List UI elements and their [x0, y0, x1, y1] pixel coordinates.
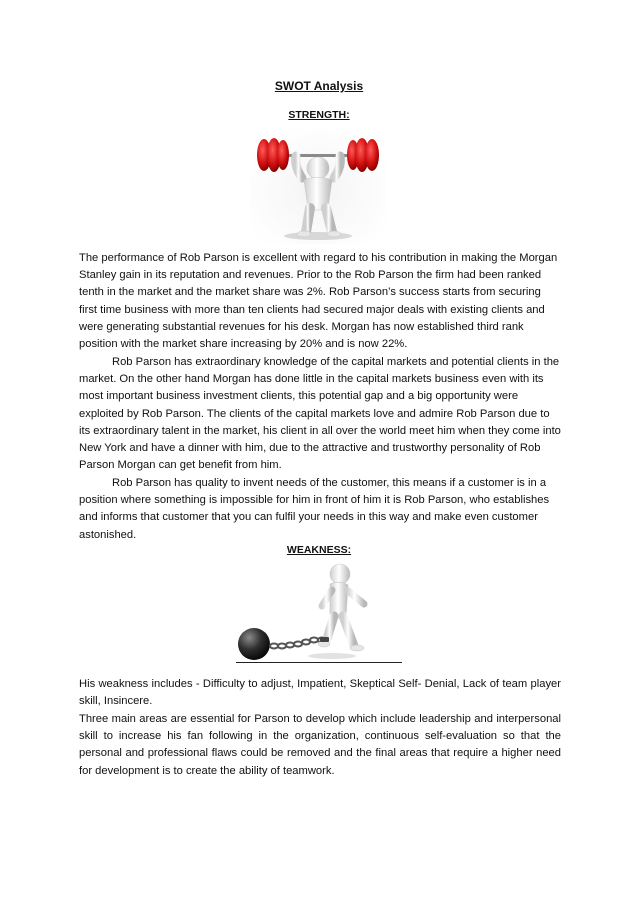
ball-and-chain-figure-icon: [232, 560, 384, 664]
strength-paragraph-1: The performance of Rob Parson is excellent with regard to his contribution in making the Morgan Stanley gain in its reputation and revenues. Prior to the Rob Parson the firm had been ranked tenth in the market and the market share was 2%. Rob Parson’s success starts from securing first time business with more than ten clients had secured major deals with existing clients and were generating substantial revenues for his desk. Morgan has now established third rank position with the market share increasing by 20% and is now 22%.: [79, 252, 558, 351]
weakness-paragraph-1: His weakness includes - Difficulty to adjust, Impatient, Skeptical Self- Denial, Lack of team player skill, Insincere.: [79, 678, 561, 708]
weightlifter-figure-icon: [250, 128, 386, 244]
weakness-paragraph-2: Three main areas are essential for Parson to develop which include leadership and interpersonal skill to increase his fan following in the organization, continuous self-evaluation so that the personal and professional flaws could be removed and the final areas that require a higher need for development is to create the ability of teamwork.: [79, 713, 561, 777]
weakness-heading: WEAKNESS:: [286, 544, 352, 556]
image-underline-divider: [236, 662, 402, 663]
page-title: SWOT Analysis: [274, 79, 364, 93]
strength-paragraph-2: Rob Parson has extraordinary knowledge of the capital markets and potential clients in the market. On the other hand Morgan has done little in the capital markets business even with its most important business investment clients, this potential gap and a big opportunity were exploited by Rob Parson. The clients of the capital markets love and admire Rob Parson due to its extraordinary talent in the market, his client in all over the world meet him when they come into New York and have a dinner with him, due to the attractive and trustworthy personality of Rob Parson Morgan can get benefit from him.: [79, 356, 561, 472]
strength-heading: STRENGTH:: [288, 109, 350, 121]
strength-paragraph-3: Rob Parson has quality to invent needs of the customer, this means if a customer is in a position where something is impossible for him in front of him it is Rob Parson, who establishes and informs that customer that you can fulfil your needs in this way and make even customer astonished.: [79, 477, 550, 541]
